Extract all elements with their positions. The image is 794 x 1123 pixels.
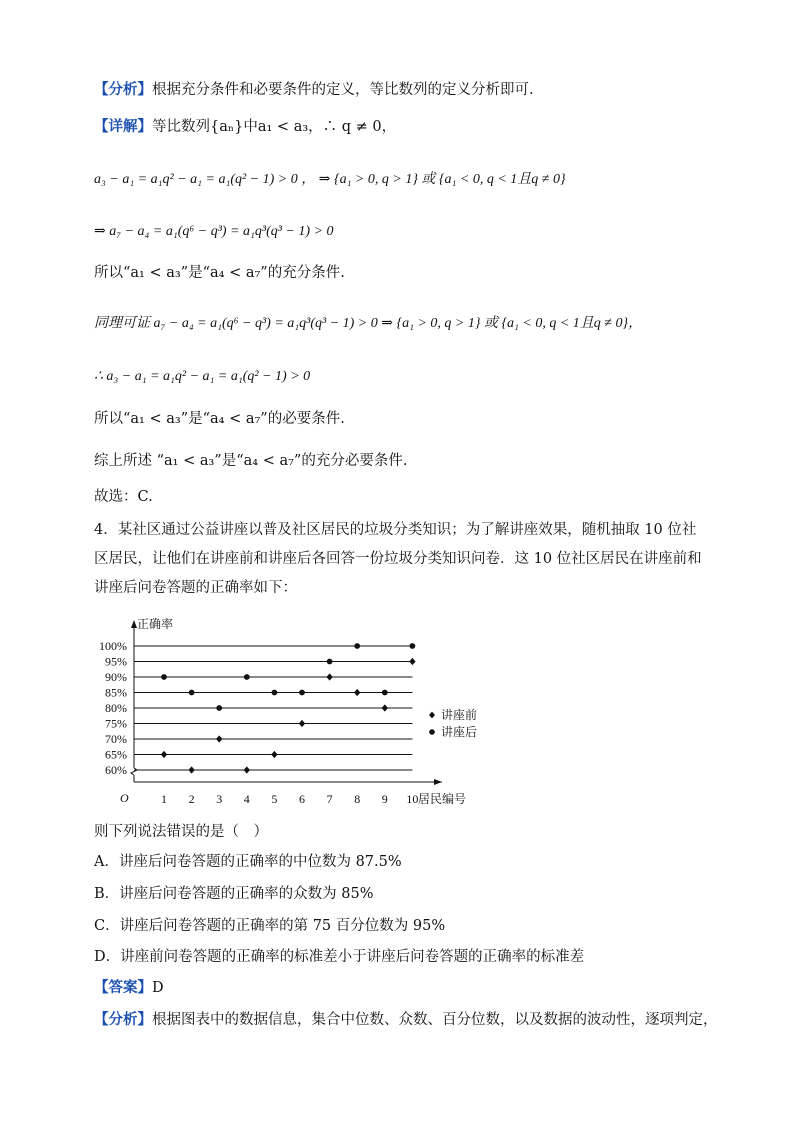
analysis-tag-2: 【分析】: [94, 1012, 152, 1028]
after-point: [382, 690, 388, 696]
analysis-tag: 【分析】: [94, 82, 152, 98]
after-point: [244, 674, 250, 680]
x-tick-label: 4: [243, 792, 250, 806]
equation-2: ⇒ a₇ − a₄ = a₁(q⁶ − q³) = a₁q³(q³ − 1) > 0: [94, 224, 334, 239]
x-tick-label: 2: [188, 792, 195, 806]
option-c: C．讲座后问卷答题的正确率的第 75 百分位数为 95%: [94, 918, 446, 934]
origin-label: O: [120, 791, 129, 805]
y-tick-label: 60%: [105, 763, 127, 777]
detail-line: [94, 117, 396, 137]
before-point: [409, 658, 415, 665]
after-point: [410, 643, 416, 649]
after-point: [216, 705, 222, 711]
x-tick-label: 8: [354, 792, 361, 806]
y-tick-label: 90%: [105, 670, 127, 684]
x-tick-label: 3: [216, 792, 223, 806]
accuracy-chart: [94, 612, 494, 812]
equation-4: ∴ a₃ − a₁ = a₁q² − a₁ = a₁(q² − 1) > 0: [94, 369, 311, 384]
conclusion-sufficient: 所以“a₁ < a₃”是“a₄ < a₇”的充分条件.: [94, 265, 345, 281]
detail-text: 等比数列{aₙ}中a₁ < a₃，∴ q ≠ 0，: [152, 119, 397, 135]
before-point: [244, 766, 250, 773]
before-point: [382, 704, 388, 711]
x-tick-label: 7: [326, 792, 333, 806]
y-axis-break: [131, 768, 137, 775]
after-point: [299, 690, 305, 696]
legend-marker-after: [429, 729, 435, 735]
option-a: A．讲座后问卷答题的正确率的中位数为 87.5%: [94, 854, 402, 870]
x-axis-label: 居民编号: [418, 792, 467, 806]
y-tick-label: 70%: [105, 732, 127, 746]
conclusion-both: 综上所述 “a₁ < a₃”是“a₄ < a₇”的充分必要条件.: [94, 453, 408, 469]
x-tick-label: 10: [406, 792, 419, 806]
after-point: [161, 674, 167, 680]
x-tick-label: 6: [299, 792, 305, 806]
legend-label-before: 讲座前: [441, 708, 478, 722]
before-point: [299, 720, 305, 727]
before-point: [216, 735, 222, 742]
y-tick-label: 85%: [105, 685, 127, 700]
choice-line: 故选：C.: [94, 489, 153, 505]
before-point: [326, 673, 332, 680]
equation-3: 同理可证 a₇ − a₄ = a₁(q⁶ − q³) = a₁q³(q³ − 1) > 0 ⇒ {a₁ > 0, q > 1} 或 {a₁ < 0, q < 1且q ≠ 0}，: [94, 316, 643, 331]
detail-tag: 【详解】: [94, 119, 152, 135]
before-point: [354, 689, 360, 696]
x-axis-arrow: [434, 779, 442, 785]
before-point: [161, 751, 167, 758]
y-tick-label: 75%: [105, 716, 127, 731]
answer-text: D: [152, 980, 164, 996]
x-tick-label: 9: [381, 792, 388, 806]
y-tick-label: 95%: [105, 654, 127, 669]
answer-line: [94, 978, 164, 998]
legend-label-after: 讲座后: [441, 725, 478, 739]
option-b: B．讲座后问卷答题的正确率的众数为 85%: [94, 886, 374, 902]
before-point: [271, 751, 277, 758]
conclusion-necessary: 所以“a₁ < a₃”是“a₄ < a₇”的必要条件.: [94, 411, 345, 427]
after-point: [272, 690, 278, 696]
analysis-line-1: [94, 80, 534, 100]
x-tick-label: 1: [161, 792, 167, 806]
before-point: [188, 766, 194, 773]
after-point: [327, 659, 333, 665]
x-tick-label: 5: [271, 792, 278, 806]
analysis-text: 根据充分条件和必要条件的定义，等比数列的定义分析即可.: [152, 82, 534, 98]
analysis-line-2: [94, 1010, 718, 1030]
question-text: 4．某社区通过公益讲座以普及社区居民的垃圾分类知识；为了解讲座效果，随机抽取 10 位社区居民，让他们在讲座前和讲座后各回答一份垃圾分类知识问卷．这 10 位社区居民在讲座前和讲座后问卷答题的正确率如下：: [94, 522, 702, 596]
option-d: D．讲座前问卷答题的正确率的标准差小于讲座后问卷答题的正确率的标准差: [94, 949, 585, 965]
y-tick-label: 65%: [105, 747, 127, 762]
equation-1: a₃ − a₁ = a₁q² − a₁ = a₁(q² − 1) > 0 ， ⇒ {a₁ > 0, q > 1} 或 {a₁ < 0, q < 1且q ≠ 0}: [94, 172, 566, 187]
answer-tag: 【答案】: [94, 980, 152, 996]
after-point: [189, 690, 195, 696]
legend-marker-before: [429, 712, 435, 719]
y-tick-label: 80%: [105, 701, 127, 715]
after-point: [354, 643, 360, 649]
y-axis-label: 正确率: [137, 617, 174, 631]
analysis-text-2: 根据图表中的数据信息，集合中位数、众数、百分位数，以及数据的波动性，逐项判定，: [152, 1012, 718, 1028]
y-tick-label: 100%: [99, 639, 127, 653]
question-prompt: 则下列说法错误的是（ ）: [94, 824, 268, 840]
